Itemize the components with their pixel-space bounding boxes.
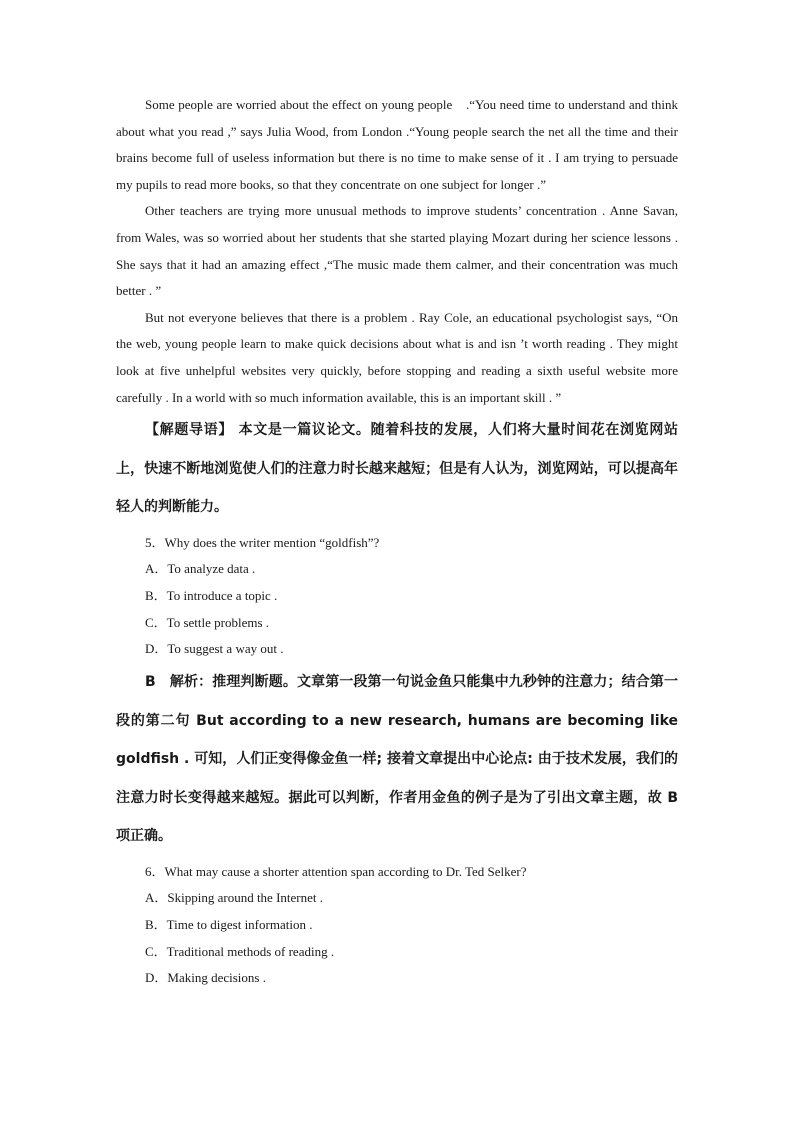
- passage-paragraph-3: But not everyone believes that there is a problem . Ray Cole, an educational psychologist says, “On the web, young people learn to make quick decisions about what is and isn ’t worth reading . They might look at five unhelpful websites very quickly, before stopping and reading a sixth useful website more carefully . In a world with so much information available, this is an important skill . ”: [116, 309, 678, 405]
- passage-paragraph-2: Other teachers are trying more unusual methods to improve students’ concentration . Anne Savan, from Wales, was so worried about her students that she started playing Mozart during her science lessons . She says that it had an amazing effect ,“The music made them calmer, and their concentration was much better . ”: [116, 203, 678, 299]
- question-5-stem: 5．Why does the writer mention “goldfish”?: [145, 534, 380, 550]
- question-6-option-d: D．Making decisions .: [145, 970, 266, 986]
- question-6-option-b: B．Time to digest information .: [145, 917, 313, 933]
- question-6-stem: 6．What may cause a shorter attention span according to Dr. Ted Selker?: [145, 863, 527, 879]
- document-page: [116, 92, 678, 992]
- question-5-option-a: A．To analyze data .: [145, 561, 256, 577]
- solution-guide: 【解题导语】 本文是一篇议论文。随着科技的发展，人们将大量时间花在浏览网站上，快速不断地浏览使人们的注意力时长越来越短；但是有人认为，浏览网站，可以提高年轻人的判断能力。: [116, 422, 678, 516]
- question-5-option-d: D．To suggest a way out .: [145, 641, 284, 657]
- question-5-option-c: C．To settle problems .: [145, 614, 270, 630]
- passage-paragraph-1: Some people are worried about the effect on young people .“You need time to understand and think about what you read ,” says Julia Wood, from London .“Young people search the net all the time and their brains become full of useless information but there is no time to make sense of it . I am trying to persuade my pupils to read more books, so that they concentrate on one subject for longer .”: [116, 97, 678, 192]
- question-6-option-a: A．Skipping around the Internet .: [145, 890, 323, 906]
- question-5-option-b: B．To introduce a topic .: [145, 588, 278, 604]
- question-6-option-c: C．Traditional methods of reading .: [145, 943, 335, 959]
- question-5-analysis: B 解析：推理判断题。文章第一段第一句说金鱼只能集中九秒钟的注意力；结合第一段的第二句 But according to a new research, humans are becoming like goldfish . 可知，人们正变得像金鱼一样; 接着文章提出中心论点: 由于技术发展，我们的注意力时长变得越来越短。据此可以判断，作者用金鱼的例子是为了引出文章主题，故 B 项正确。: [116, 674, 678, 845]
